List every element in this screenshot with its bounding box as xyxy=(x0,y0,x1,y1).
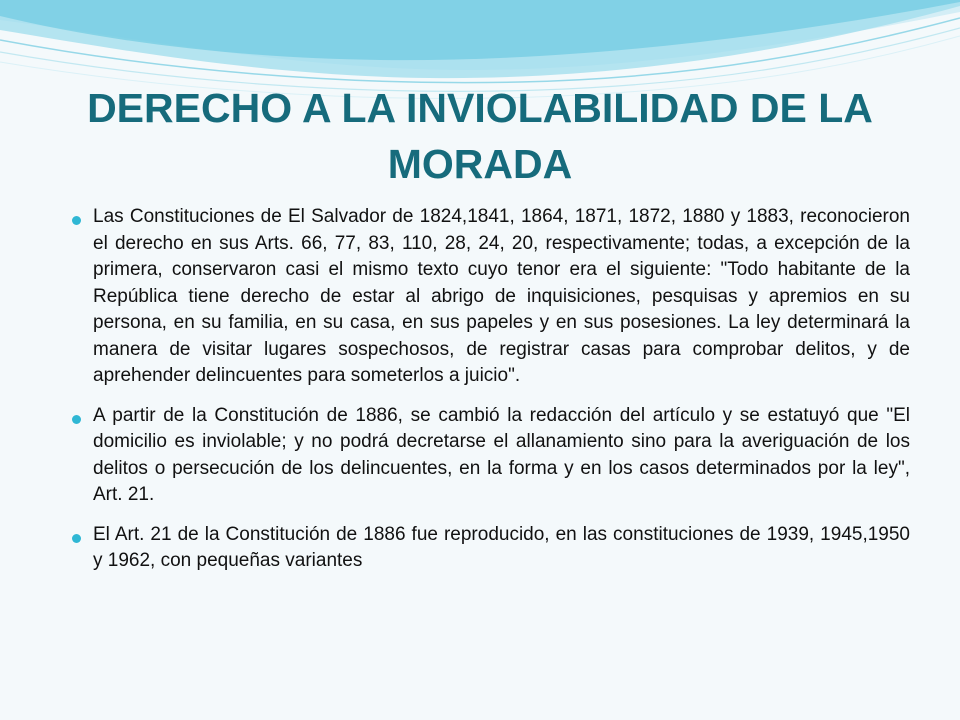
bullet-list xyxy=(64,204,910,588)
bullet-dot-icon xyxy=(72,415,81,424)
bullet-dot-icon xyxy=(72,216,81,225)
bullet-text: El Art. 21 de la Constitución de 1886 fue reproducido, en las constituciones de 1939, 1945,1950 y 1962, con pequeñas variantes xyxy=(93,523,910,571)
bullet-text: Las Constituciones de El Salvador de 1824,1841, 1864, 1871, 1872, 1880 y 1883, reconocieron el derecho en sus Arts. 66, 77, 83, 110, 28, 24, 20, respectivamente; todas, a excepción de la primera, conservaron casi el mismo texto cuyo tenor era el siguiente: "Todo habitante de la República tiene derecho de estar al abrigo de inquisiciones, pesquisas y apremios en su persona, en su familia, en su casa, en sus papeles y en sus posesiones. La ley determinará la manera de visitar lugares sospechosos, de registrar casas para comprobar delitos, y de aprehender delincuentes para someterlos a juicio". xyxy=(93,206,910,386)
slide-title: DERECHO A LA INVIOLABILIDAD DE LA MORADA xyxy=(87,85,873,187)
bullet-dot-icon xyxy=(72,534,81,543)
bullet-text: A partir de la Constitución de 1886, se cambió la redacción del artículo y se estatuyó que "El domicilio es inviolable; y no podrá decretarse el allanamiento sino para la averiguación de los delitos o persecución de los delincuentes, en la forma y en los casos determinados por la ley", Art. 21. xyxy=(93,404,910,505)
list-item xyxy=(64,403,910,509)
list-item xyxy=(64,204,910,390)
list-item xyxy=(64,522,910,575)
